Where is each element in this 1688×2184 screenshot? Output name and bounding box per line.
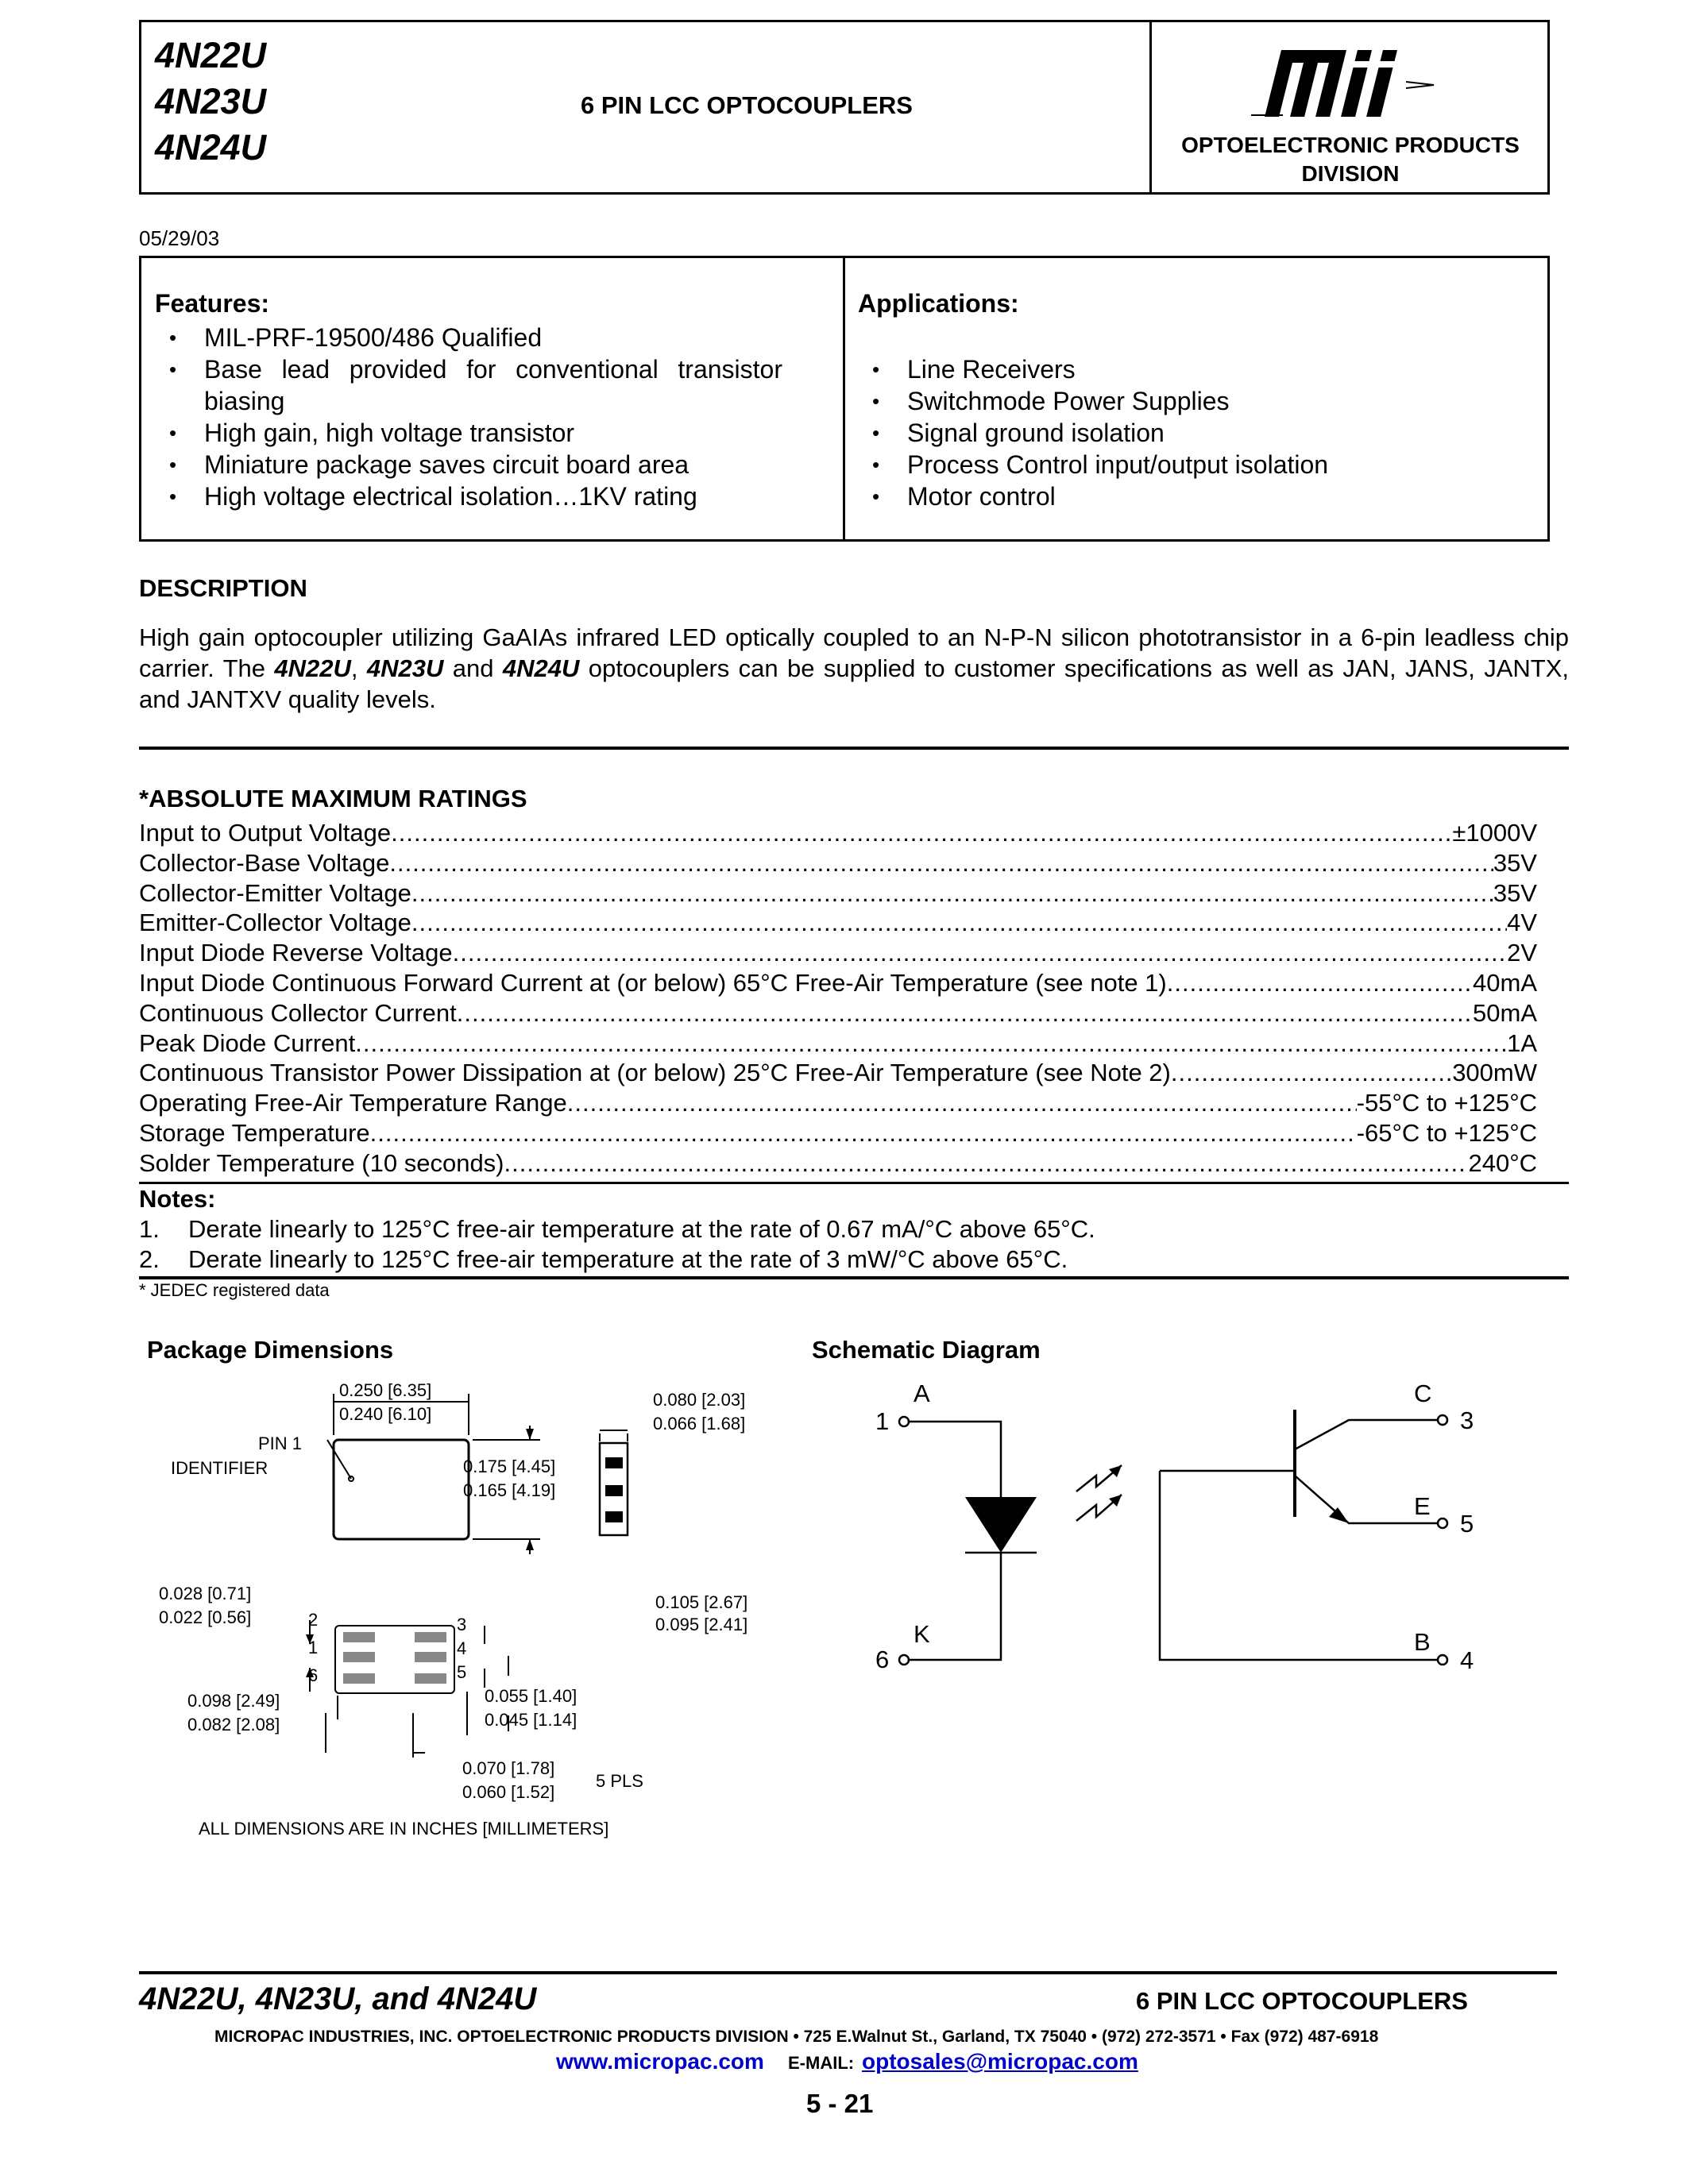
description-part: ,	[350, 654, 367, 682]
features-list	[155, 322, 782, 512]
package-dimensions-drawing	[143, 1370, 778, 1846]
description-part-number: 4N24U	[502, 654, 580, 682]
dim-right-max: 0.105 [2.67]	[655, 1592, 748, 1612]
dim-pitch-max: 0.070 [1.78]	[462, 1758, 555, 1778]
website-link[interactable]: www.micropac.com	[556, 2049, 764, 2074]
rating-value: 2V	[1507, 939, 1537, 967]
rating-value: 35V	[1493, 848, 1537, 877]
dim-height-max: 0.175 [4.45]	[463, 1457, 556, 1476]
description-part: optocouplers can be supplied to customer specifications as well as JAN, JANS, JANTX, and JANTXV quality levels.	[139, 654, 1569, 713]
jedec-note: * JEDEC registered data	[139, 1280, 330, 1300]
collector-label: C	[1414, 1379, 1432, 1407]
cathode-label: K	[914, 1620, 930, 1648]
mii-logo	[1251, 44, 1442, 119]
schematic-diagram	[858, 1374, 1509, 1676]
footer-address: MICROPAC INDUSTRIES, INC. OPTOELECTRONIC PRODUCTS DIVISION • 725 E.Walnut St., Garland, TX 75040 • (972) 272-3571 • Fax (972) 487-6918	[214, 2028, 1379, 2046]
rating-label: Solder Temperature (10 seconds)	[139, 1148, 504, 1177]
applications-heading: Applications:	[858, 289, 1019, 318]
dim-right-min: 0.095 [2.41]	[655, 1615, 748, 1634]
rating-row	[139, 1058, 1537, 1088]
rating-row	[139, 1028, 1537, 1059]
pin-number: 6	[308, 1665, 319, 1685]
rating-row	[139, 878, 1537, 909]
rating-row	[139, 1148, 1537, 1179]
notes-heading: Notes:	[139, 1185, 216, 1213]
dim-mid-max: 0.055 [1.40]	[485, 1686, 577, 1706]
rating-value: 35V	[1493, 878, 1537, 907]
description-part-number: 4N22U	[274, 654, 351, 682]
rating-value: -65°C to +125°C	[1356, 1118, 1537, 1147]
email-label: E-MAIL:	[788, 2053, 855, 2073]
dim-mid-min: 0.045 [1.14]	[485, 1710, 577, 1730]
rating-label: Collector-Emitter Voltage	[139, 878, 411, 907]
rating-value: 40mA	[1473, 968, 1537, 997]
note-2	[139, 1245, 1068, 1274]
rating-row	[139, 818, 1537, 848]
dim-thickness-max: 0.080 [2.03]	[653, 1390, 746, 1410]
footer-part-numbers: 4N22U, 4N23U, and 4N24U	[139, 1981, 537, 2016]
dim-left-max: 0.098 [2.49]	[187, 1691, 280, 1711]
pin-number-cathode: 6	[875, 1646, 890, 1673]
list-item: • Miniature package saves circuit board area	[155, 449, 782, 480]
rating-value: 4V	[1507, 909, 1537, 937]
rating-label: Emitter-Collector Voltage	[139, 909, 411, 937]
anode-label: A	[914, 1379, 930, 1407]
rating-row	[139, 848, 1537, 878]
dim-width-max: 0.250 [6.35]	[339, 1380, 432, 1400]
pin-number-emitter: 5	[1460, 1510, 1474, 1538]
email-link[interactable]: optosales@micropac.com	[862, 2049, 1138, 2074]
rating-label: Continuous Collector Current	[139, 998, 457, 1027]
note-text: Derate linearly to 125°C free-air temperature at the rate of 0.67 mA/°C above 65°C.	[188, 1215, 1095, 1243]
rating-label: Peak Diode Current	[139, 1028, 356, 1057]
division-line-1: OPTOELECTRONIC PRODUCTS	[1181, 133, 1520, 157]
rating-row	[139, 1118, 1537, 1148]
list-item: • MIL-PRF-19500/486 Qualified	[155, 322, 782, 353]
rating-label: Continuous Transistor Power Dissipation at (or below) 25°C Free-Air Temperature (see Note 2)	[139, 1059, 1171, 1087]
rating-value: -55°C to +125°C	[1356, 1089, 1537, 1117]
header-divider	[1149, 20, 1152, 195]
pin-number-collector: 3	[1460, 1406, 1474, 1434]
list-item: • Line Receivers	[858, 353, 1541, 385]
dim-height-min: 0.165 [4.19]	[463, 1480, 556, 1500]
features-divider	[843, 256, 845, 542]
dim-thickness-min: 0.066 [1.68]	[653, 1414, 746, 1433]
dim-pitch-min: 0.060 [1.52]	[462, 1782, 555, 1802]
rating-value: 50mA	[1473, 998, 1537, 1027]
ratings-list	[139, 818, 1537, 1179]
dim-pls: 5 PLS	[596, 1771, 643, 1791]
section-rule	[139, 1182, 1569, 1184]
rating-value: 240°C	[1468, 1148, 1537, 1177]
section-rule	[139, 1276, 1569, 1279]
page-number: 5 - 21	[806, 2089, 874, 2118]
description-part: High gain optocoupler utilizing GaAIAs infrared LED optically coupled to an N-P-N silicon phototransistor in a 6-pin leadless chip carrier. The	[139, 623, 1569, 682]
list-item: • Base lead provided for conventional transistor biasing	[155, 353, 782, 417]
list-item: • Process Control input/output isolation	[858, 449, 1541, 480]
document-title: 6 PIN LCC OPTOCOUPLERS	[581, 91, 913, 119]
pin-number-base: 4	[1460, 1646, 1474, 1674]
emitter-label: E	[1414, 1492, 1431, 1520]
rating-label: Collector-Base Voltage	[139, 848, 390, 877]
list-item: • Motor control	[858, 480, 1541, 512]
pin-number: 5	[457, 1662, 467, 1682]
pin-number-anode: 1	[875, 1407, 890, 1435]
description-part-number: 4N23U	[366, 654, 444, 682]
features-heading: Features:	[155, 289, 270, 318]
list-item: • High voltage electrical isolation…1KV rating	[155, 480, 782, 512]
rating-value: 300mW	[1452, 1059, 1537, 1087]
part-number-3: 4N24U	[155, 127, 267, 168]
part-number-2: 4N23U	[155, 81, 267, 122]
rating-row	[139, 1088, 1537, 1118]
list-item: • Switchmode Power Supplies	[858, 385, 1541, 417]
base-label: B	[1414, 1628, 1431, 1656]
dimensions-units-note: ALL DIMENSIONS ARE IN INCHES [MILLIMETERS]	[199, 1819, 609, 1839]
revision-date: 05/29/03	[139, 226, 220, 250]
dim-pad-min: 0.022 [0.56]	[159, 1607, 252, 1627]
rating-label: Storage Temperature	[139, 1118, 370, 1147]
rating-row	[139, 938, 1537, 968]
footer-rule	[139, 1971, 1557, 1974]
rating-value: ±1000V	[1452, 819, 1537, 847]
pin1-label: IDENTIFIER	[171, 1458, 268, 1478]
description-heading: DESCRIPTION	[139, 574, 307, 602]
rating-label: Input to Output Voltage	[139, 819, 392, 847]
rating-label: Input Diode Continuous Forward Current at (or below) 65°C Free-Air Temperature (see note 1)	[139, 968, 1167, 997]
list-item: • High gain, high voltage transistor	[155, 417, 782, 449]
rating-value: 1A	[1507, 1028, 1537, 1057]
pin-number: 4	[457, 1638, 467, 1658]
note-number: 2.	[139, 1245, 160, 1273]
rating-row	[139, 998, 1537, 1028]
note-text: Derate linearly to 125°C free-air temperature at the rate of 3 mW/°C above 65°C.	[188, 1245, 1068, 1273]
division-label	[1156, 131, 1545, 188]
package-dimensions-title: Package Dimensions	[147, 1336, 394, 1364]
pin-number: 1	[308, 1638, 319, 1657]
rating-row	[139, 908, 1537, 938]
description-text	[139, 622, 1569, 715]
rating-label: Input Diode Reverse Voltage	[139, 939, 453, 967]
dim-pad-max: 0.028 [0.71]	[159, 1584, 252, 1603]
pin-number: 3	[457, 1615, 467, 1634]
pin-number: 2	[308, 1610, 319, 1630]
schematic-diagram-title: Schematic Diagram	[812, 1336, 1041, 1364]
rating-label: Operating Free-Air Temperature Range	[139, 1089, 567, 1117]
ratings-heading: *ABSOLUTE MAXIMUM RATINGS	[139, 785, 527, 812]
note-1	[139, 1215, 1095, 1244]
applications-list	[858, 353, 1541, 512]
footer-title: 6 PIN LCC OPTOCOUPLERS	[1136, 1987, 1468, 2015]
part-number-1: 4N22U	[155, 35, 267, 75]
rating-row	[139, 968, 1537, 998]
dim-left-min: 0.082 [2.08]	[187, 1715, 280, 1734]
list-item: • Signal ground isolation	[858, 417, 1541, 449]
description-part: and	[443, 654, 503, 682]
note-number: 1.	[139, 1215, 160, 1243]
division-line-2: DIVISION	[1301, 161, 1400, 186]
section-rule	[139, 747, 1569, 750]
pin1-label: PIN 1	[258, 1433, 303, 1453]
dim-width-min: 0.240 [6.10]	[339, 1404, 432, 1424]
